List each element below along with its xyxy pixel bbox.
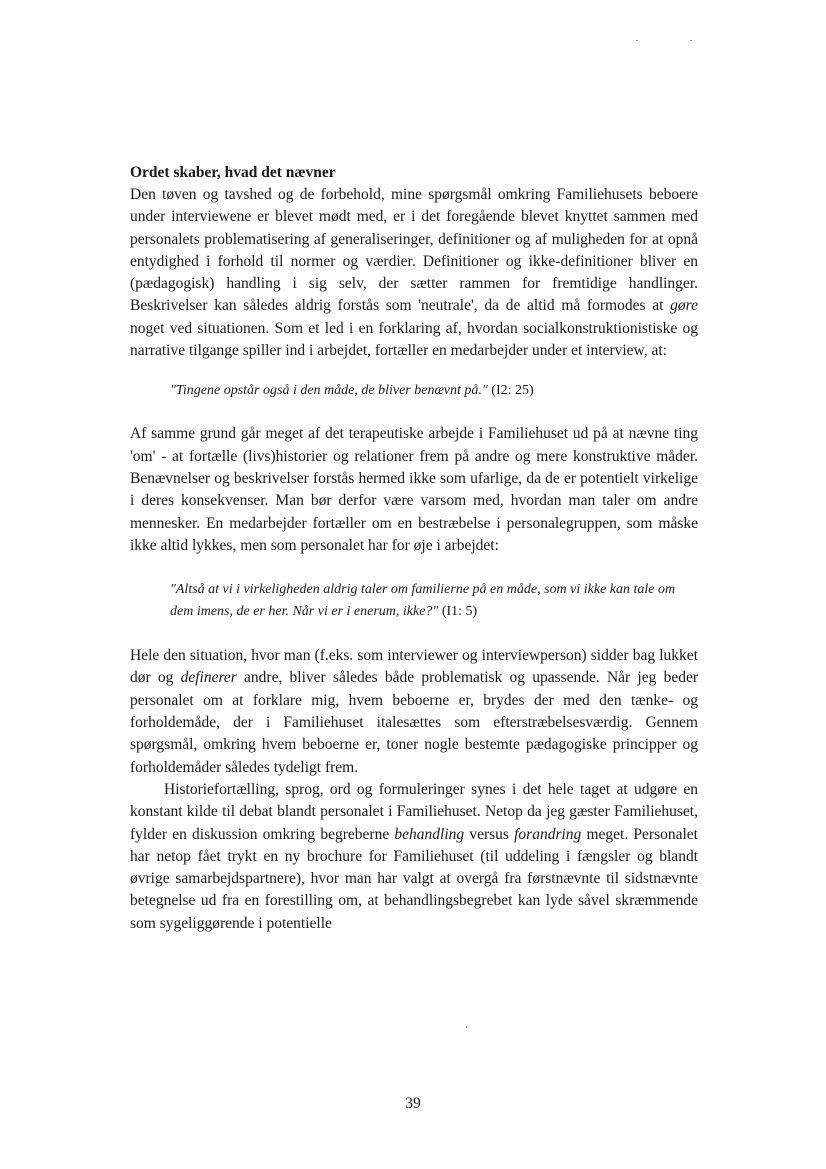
paragraph-4-emphasis-1: behandling <box>394 825 465 843</box>
paragraph-3-text-a: Hele den situation, hvor man (f.eks. som interviewer og interviewperson) sidder bag lukket dør og <box>130 647 698 687</box>
quote-2-text: "Altså at vi i virkeligheden aldrig taler om familierne på en måde, som vi ikke kan tale om dem imens, de er her. Når vi er i enerum, ikke?" <box>170 582 676 620</box>
document-page <box>130 162 698 935</box>
scan-speck <box>690 40 692 41</box>
paragraph-4-text-b: versus <box>464 825 515 843</box>
paragraph-3-text-b: andre, bliver således både problematisk og upassende. Når jeg beder personalet om at forklare mig, hvem beboerne er, brydes der med den tænke- og forholdemåde, der i Familiehuset italesættes som efterstræbelsesværdig. Gennem spørgsmål, omkring hvem beboerne er, toner nogle bestemte pædagogiske principper og forholdemåder således tydeligt frem. <box>130 669 698 776</box>
paragraph-4-emphasis-2: forandring <box>514 825 582 843</box>
scan-speck <box>636 40 638 41</box>
paragraph-1-text-b: noget ved situationen. Som et led i en forklaring af, hvordan socialkonstruktionistiske og narrative tilgange spiller ind i arbejdet, fortæller en medarbejder under et interview, at: <box>130 319 698 360</box>
quote-1-text: "Tingene opstår også i den måde, de bliver benævnt på." <box>170 383 488 399</box>
quote-2-reference: (I1: 5) <box>438 604 478 620</box>
block-quote-1 <box>130 380 698 402</box>
block-quote-2 <box>130 579 698 623</box>
scan-speck <box>466 1026 467 1028</box>
page-number: 39 <box>405 1095 421 1112</box>
paragraph-4-text-c: meget. Personalet har netop fået trykt en ny brochure for Familiehuset (til uddeling i fængsler og blandt øvrige samarbejdspartnere), hvor man har valgt at overgå fra førstnævnte til sidstnævnte betegnelse ud fra en forestilling om, at behandlingsbegrebet kan lyde såvel skræmmende som sygeliggørende i potentielle <box>130 825 698 932</box>
paragraph-2: Af samme grund går meget af det terapeutiske arbejde i Familiehuset ud på at nævne ting 'om' - at fortælle (livs)historier og relationer frem på andre og mere konstruktive måder. Benævnelser og beskrivelser forstås hermed ikke som ufarlige, da de er potentielt virkelige i deres konsekvenser. Man bør derfor være varsom med, hvordan man taler om andre mennesker. En medarbejder fortæller om en bestræbelse i personalegruppen, som måske ikke altid lykkes, men som personalet har for øje i arbejdet: <box>130 425 698 554</box>
quote-1-reference: (I2: 25) <box>487 383 534 399</box>
paragraph-4-text-a: Historiefortælling, sprog, ord og formuleringer synes i det hele taget at udgøre en konstant kilde til debat blandt personalet i Familiehuset. Netop da jeg gæster Familiehuset, fylder en diskussion omkring begreberne <box>130 780 698 843</box>
paragraph-1 <box>130 184 698 362</box>
paragraph-1-emphasis: gøre <box>670 297 698 315</box>
paragraph-3-emphasis: definerer <box>180 669 237 687</box>
paragraph-4 <box>130 779 698 935</box>
paragraph-3 <box>130 645 698 779</box>
section-heading: Ordet skaber, hvad det nævner <box>130 164 336 181</box>
paragraph-1-text-a: Den tøven og tavshed og de forbehold, mine spørgsmål omkring Familiehusets beboere under interviewene er blevet mødt med, er i det foregående blevet knyttet sammen med personalets problematisering af generaliseringer, definitioner og af muligheden for at opnå entydighed i forhold til normer og værdier. Definitioner og ikke-definitioner bliver en (pædagogisk) handling i sig selv, der sætter rammen for fremtidige handlinger. Beskrivelser kan således aldrig forstås som 'neutrale', da de altid må formodes at <box>130 186 698 315</box>
